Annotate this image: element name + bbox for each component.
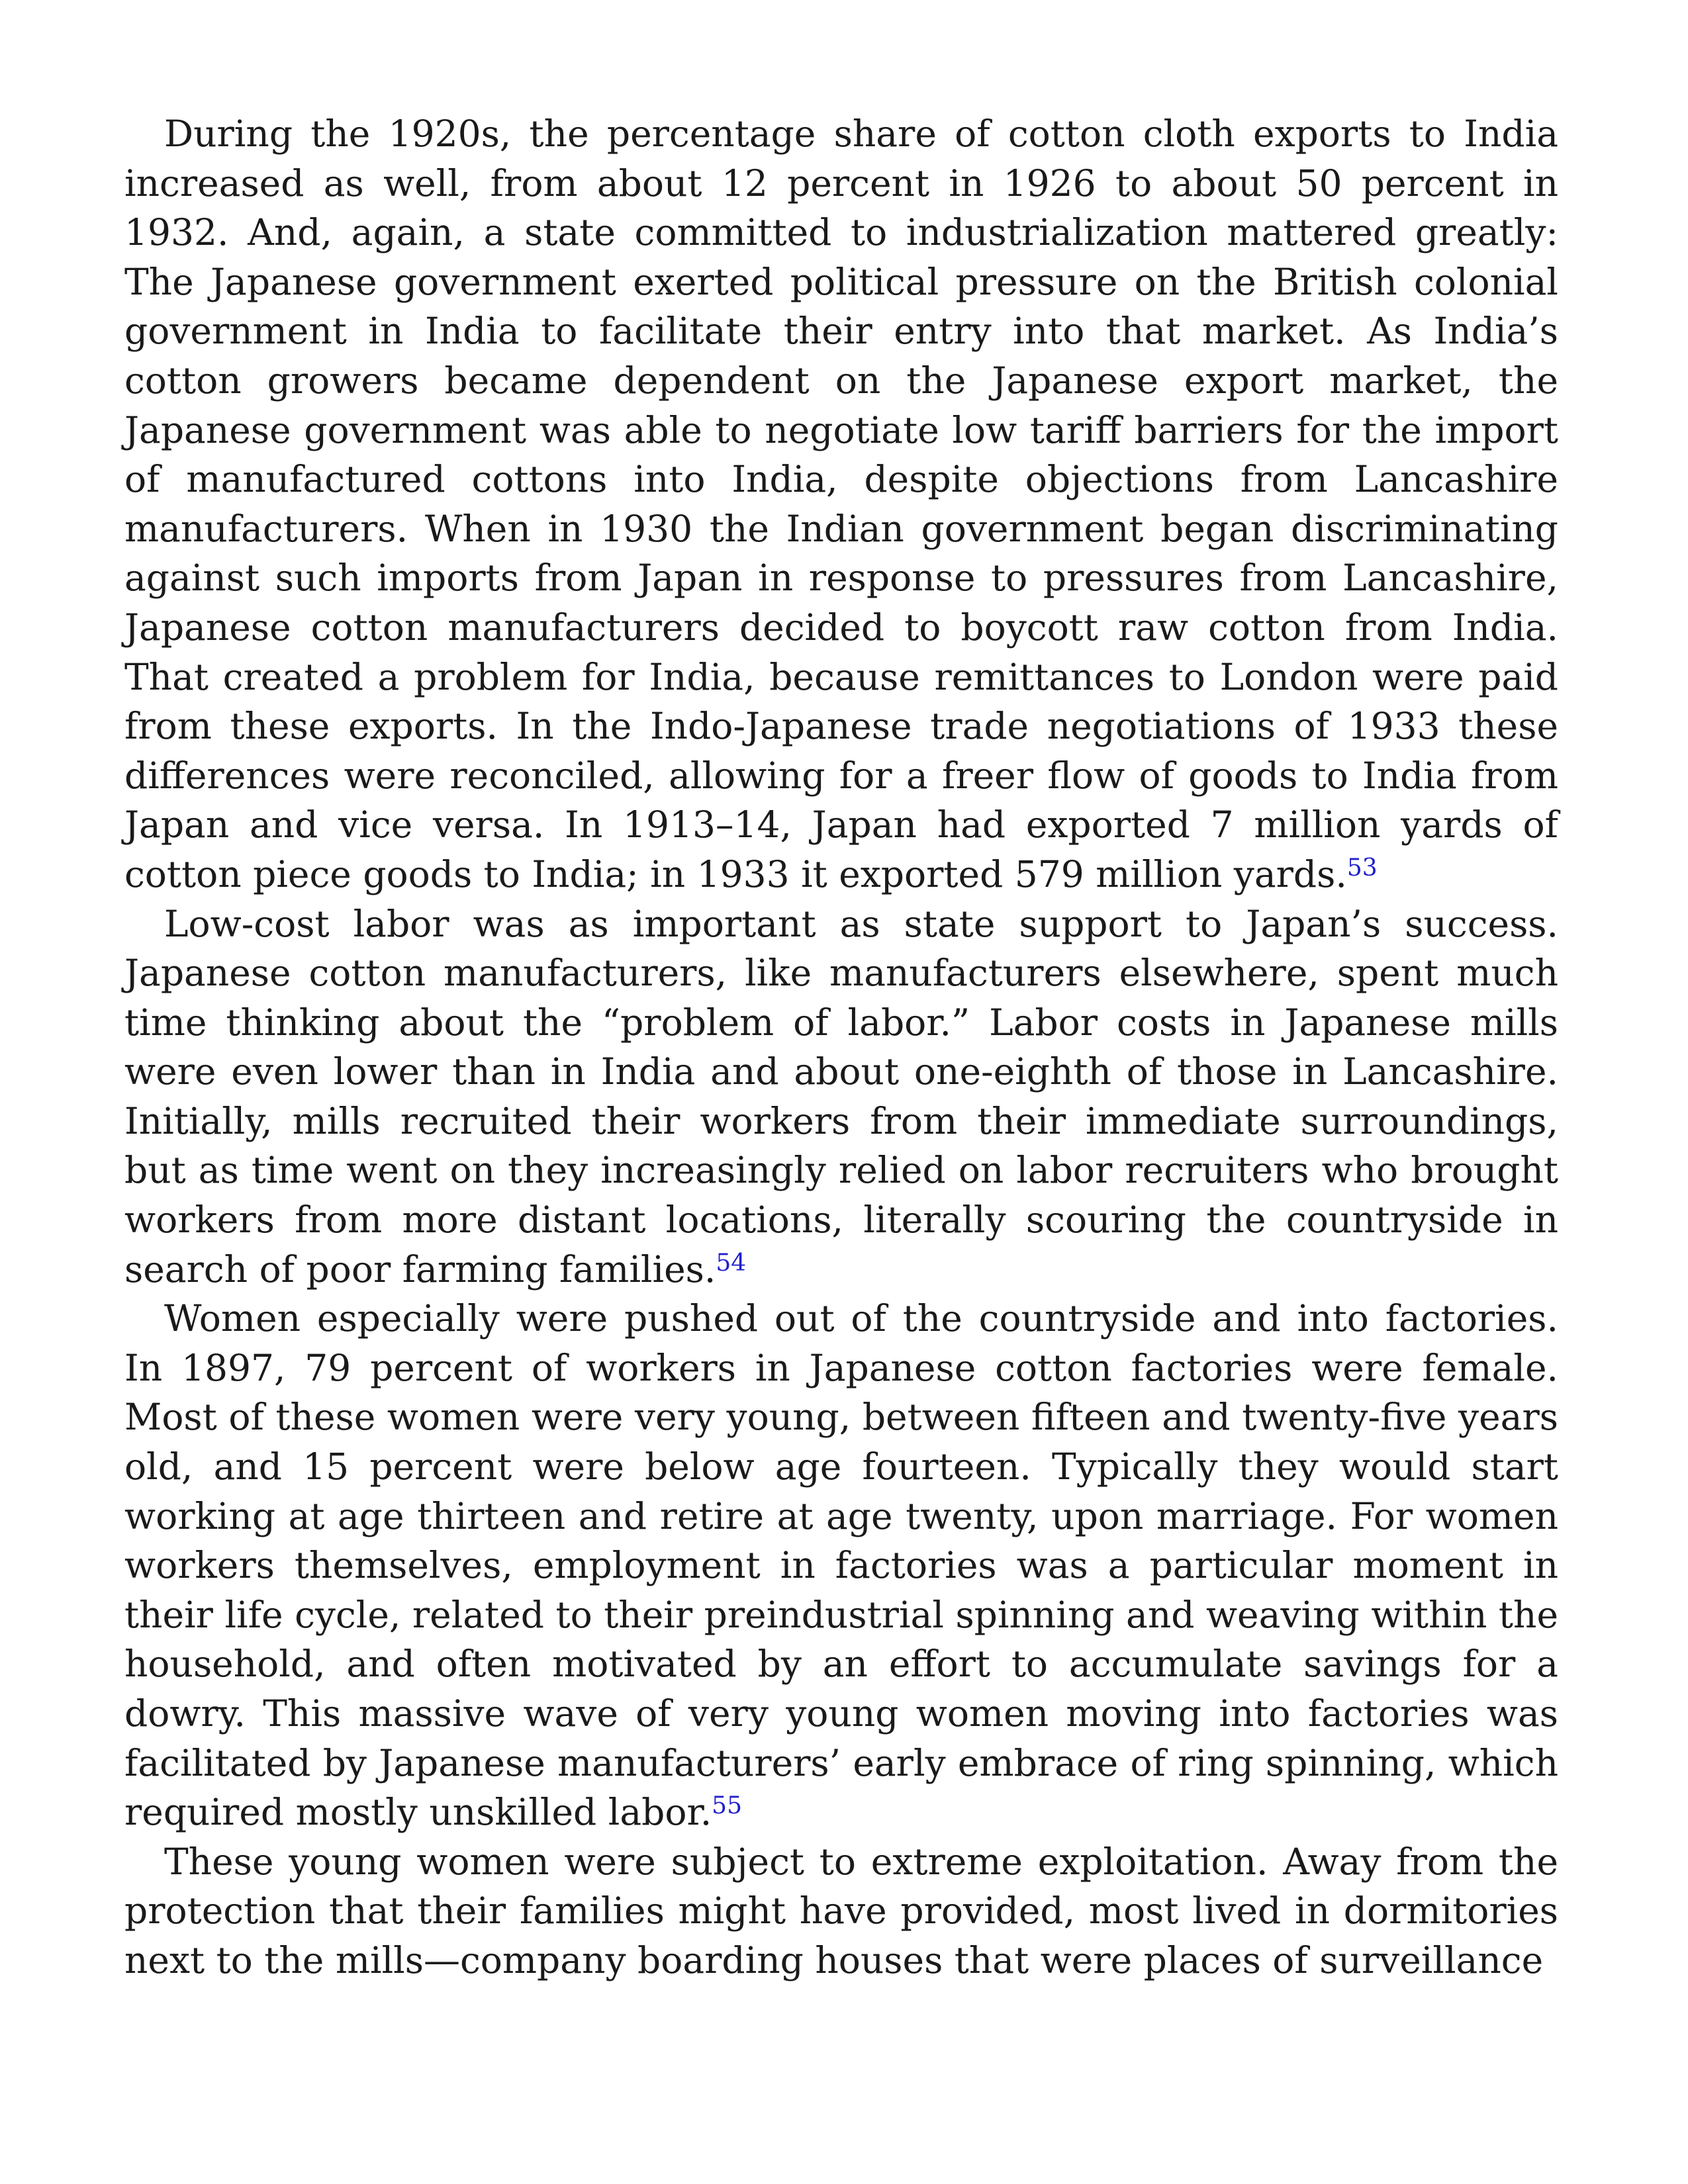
footnote-ref-54[interactable]: 54 (716, 1249, 747, 1277)
footnote-ref-55[interactable]: 55 (712, 1792, 742, 1820)
paragraph-text: During the 1920s, the percentage share of cotton cloth exports to India increased as well, from about 12 percent in 1926 to about 50 percent in 1932. And, again, a state committed to industrialization mattered greatly: The Japanese government exerted political pressure on the British colonial government in India to facilitate their entry into that market. As India’s cotton growers became dependent on the Japanese export market, the Japanese government was able to negotiate low tariff barriers for the import of manufactured cottons into India, despite objections from Lancashire manufacturers. When in 1930 the Indian government began discriminating against such imports from Japan in response to pressures from Lancashire, Japanese cotton manufacturers decided to boycott raw cotton from India. That created a problem for India, because remittances to London were paid from these exports. In the Indo-Japanese trade negotiations of 1933 these differences were reconciled, allowing for a freer flow of goods to India from Japan and vice versa. In 1913–14, Japan had exported 7 million yards of cotton piece goods to India; in 1933 it exported 579 million yards. (124, 113, 1558, 895)
paragraph-cotton-exports-india (124, 109, 1558, 899)
paragraph-women-workers (124, 1294, 1558, 1837)
footnote-ref-53[interactable]: 53 (1346, 854, 1378, 882)
page-body (124, 109, 1558, 1985)
paragraph-text: These young women were subject to extreme exploitation. Away from the protection that their families might have provided, most lived in dormitories next to the mills—company boarding houses that were places of surveillance (124, 1840, 1558, 1981)
paragraph-text: Women especially were pushed out of the countryside and into factories. In 1897, 79 percent of workers in Japanese cotton factories were female. Most of these women were very young, between fifteen and twenty-five years old, and 15 percent were below age fourteen. Typically they would start working at age thirteen and retire at age twenty, upon marriage. For women workers themselves, employment in factories was a particular moment in their life cycle, related to their preindustrial spinning and weaving within the household, and often motivated by an effort to accumulate savings for a dowry. This massive wave of very young women moving into factories was facilitated by Japanese manufacturers’ early embrace of ring spinning, which required mostly unskilled labor. (124, 1297, 1558, 1834)
paragraph-exploitation (124, 1837, 1558, 1985)
paragraph-text: Low-cost labor was as important as state support to Japan’s success. Japanese cotton manufacturers, like manufacturers elsewhere, spent much time thinking about the “problem of labor.” Labor costs in Japanese mills were even lower than in India and about one-eighth of those in Lancashire. Initially, mills recruited their workers from their immediate surroundings, but as time went on they increasingly relied on labor recruiters who brought workers from more distant locations, literally scouring the countryside in search of poor farming families. (124, 902, 1558, 1291)
paragraph-low-cost-labor (124, 899, 1558, 1295)
